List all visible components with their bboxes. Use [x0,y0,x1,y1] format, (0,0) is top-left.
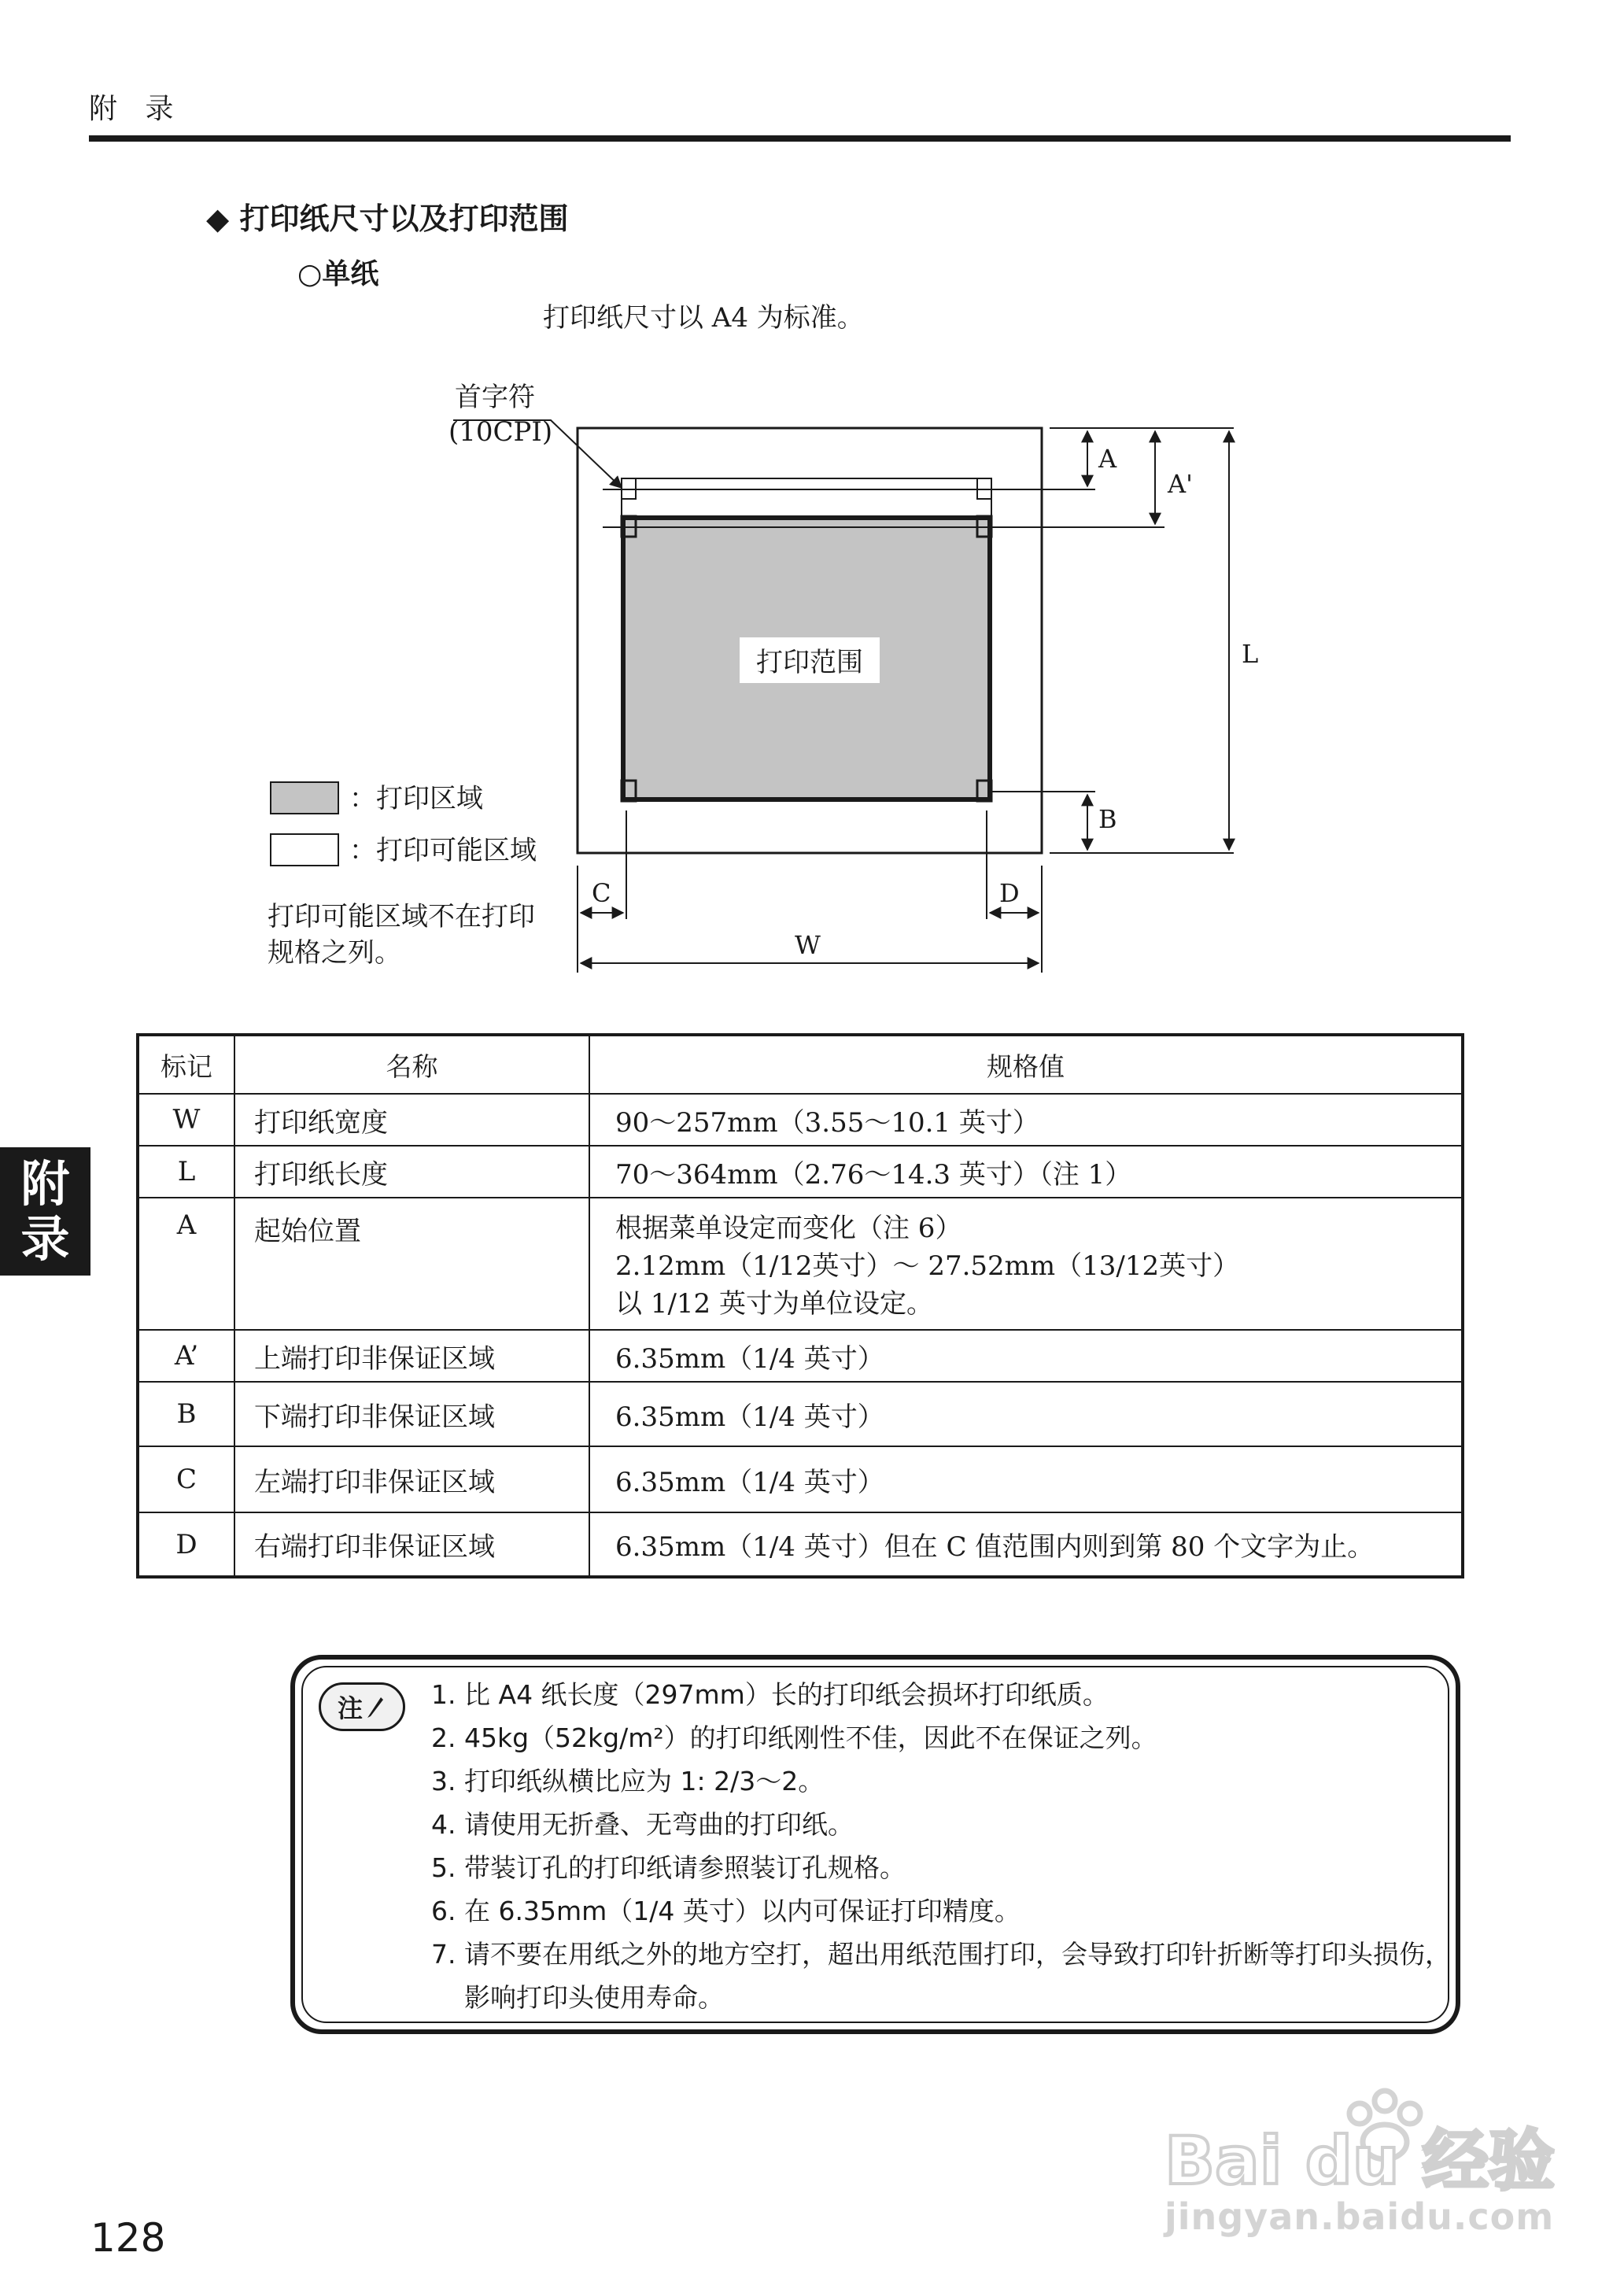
note-number: 6. [431,1896,456,1926]
watermark-logo-text: Bai du 经验 [1164,2122,1555,2195]
note-number: 1. [431,1679,456,1710]
row-value: 6.35mm（1/4 英寸） [589,1446,1463,1512]
first-char-label: 首字符 [455,382,535,413]
print-range-label: 打印范围 [756,647,863,678]
baidu-watermark-logo [1149,2077,1558,2195]
dim-label-L: L [1242,639,1259,669]
note-text: 请使用无折叠、无弯曲的打印纸。 [464,1809,854,1840]
row-name: 右端打印非保证区域 [234,1512,589,1577]
row-value: 6.35mm（1/4 英寸） [589,1330,1463,1382]
row-value-line: 根据菜单设定而变化（注 6） [615,1213,962,1244]
note-number: 5. [431,1852,456,1883]
note-item [431,1803,1454,1846]
row-value-line: 以 1/12 英寸为单位设定。 [615,1288,933,1320]
row-mark: W [138,1094,234,1146]
notes-badge [319,1682,405,1731]
note-text: 打印纸纵横比应为 1: 2/3～2。 [464,1766,825,1796]
side-tab-line-1: 附 [20,1154,70,1213]
legend-label-print-area: ：打印区域 [349,783,483,814]
legend-note-line-1: 打印可能区域不在打印 [268,901,535,932]
row-name: 左端打印非保证区域 [234,1446,589,1512]
note-item [431,1889,1454,1933]
note-item [431,1846,1454,1889]
table-row [138,1446,1463,1512]
row-value-line: 2.12mm（1/12英寸）～ 27.52mm（13/12英寸） [615,1250,1240,1282]
row-value: 90～257mm（3.55～10.1 英寸） [589,1094,1463,1146]
legend-swatch-printable-area [271,834,338,866]
row-mark: C [138,1446,234,1512]
table-row [138,1330,1463,1382]
table-row [138,1382,1463,1446]
note-item [431,1933,1454,2019]
note-text: 比 A4 纸长度（297mm）长的打印纸会损坏打印纸质。 [464,1679,1109,1710]
dim-label-B: B [1098,804,1117,834]
row-mark: L [138,1146,234,1198]
notes-list [431,1673,1454,2019]
first-char-cpi: (10CPI) [448,416,553,448]
note-item [431,1673,1454,1716]
note-text: 在 6.35mm（1/4 英寸）以内可保证打印精度。 [464,1896,1021,1926]
side-tab-line-2: 录 [20,1209,70,1268]
legend-swatch-print-area [271,782,338,814]
row-mark: D [138,1512,234,1577]
row-mark: A’ [138,1330,234,1382]
row-value: 6.35mm（1/4 英寸）但在 C 值范围内则到第 80 个文字为止。 [589,1512,1463,1577]
legend-note-line-2: 规格之列。 [268,937,401,969]
legend-label-printable-area: ：打印可能区域 [349,835,537,866]
dim-label-A-prime: A' [1168,469,1193,499]
note-item [431,1759,1454,1803]
row-mark: B [138,1382,234,1446]
note-text: 45kg（52kg/m²）的打印纸刚性不佳，因此不在保证之列。 [464,1723,1157,1753]
dim-label-C: C [592,878,611,908]
row-value [589,1198,1463,1330]
spec-table [136,1033,1464,1579]
table-row [138,1146,1463,1198]
table-header-row [138,1035,1463,1094]
subsection-title: ○单纸 [297,258,379,290]
note-item [431,1716,1454,1759]
pen-icon [364,1695,386,1719]
header-mark: 标记 [138,1035,234,1094]
row-value: 70～364mm（2.76～14.3 英寸）（注 1） [589,1146,1463,1198]
note-text: 请不要在用纸之外的地方空打，超出用纸范围打印，会导致打印针折断等打印头损伤，影响打印头使用寿命。 [464,1939,1451,2013]
notes-badge-label: 注 [337,1693,363,1723]
header-value: 规格值 [589,1035,1463,1094]
paper-size-diagram [0,0,1624,991]
watermark-url: jingyan.baidu.com [1164,2195,1555,2238]
table-row [138,1094,1463,1146]
appendix-side-tab [0,1147,90,1276]
table-row [138,1198,1463,1330]
row-name: 起始位置 [234,1198,589,1330]
header-name: 名称 [234,1035,589,1094]
row-mark: A [138,1198,234,1330]
dim-label-W: W [795,930,821,960]
row-value: 6.35mm（1/4 英寸） [589,1382,1463,1446]
note-number: 7. [431,1939,456,1970]
dim-label-D: D [999,878,1020,908]
row-name: 打印纸宽度 [234,1094,589,1146]
note-number: 3. [431,1766,456,1796]
row-name: 下端打印非保证区域 [234,1382,589,1446]
section-title: ◆ 打印纸尺寸以及打印范围 [206,201,569,236]
page-number: 128 [90,2215,166,2261]
note-text: 带装订孔的打印纸请参照装订孔规格。 [464,1852,906,1883]
running-head: 附 录 [89,93,183,125]
dim-label-A: A [1098,444,1117,474]
note-number: 4. [431,1809,456,1840]
note-number: 2. [431,1723,456,1753]
row-name: 上端打印非保证区域 [234,1330,589,1382]
intro-text: 打印纸尺寸以 A4 为标准。 [543,302,864,334]
table-row [138,1512,1463,1577]
row-name: 打印纸长度 [234,1146,589,1198]
